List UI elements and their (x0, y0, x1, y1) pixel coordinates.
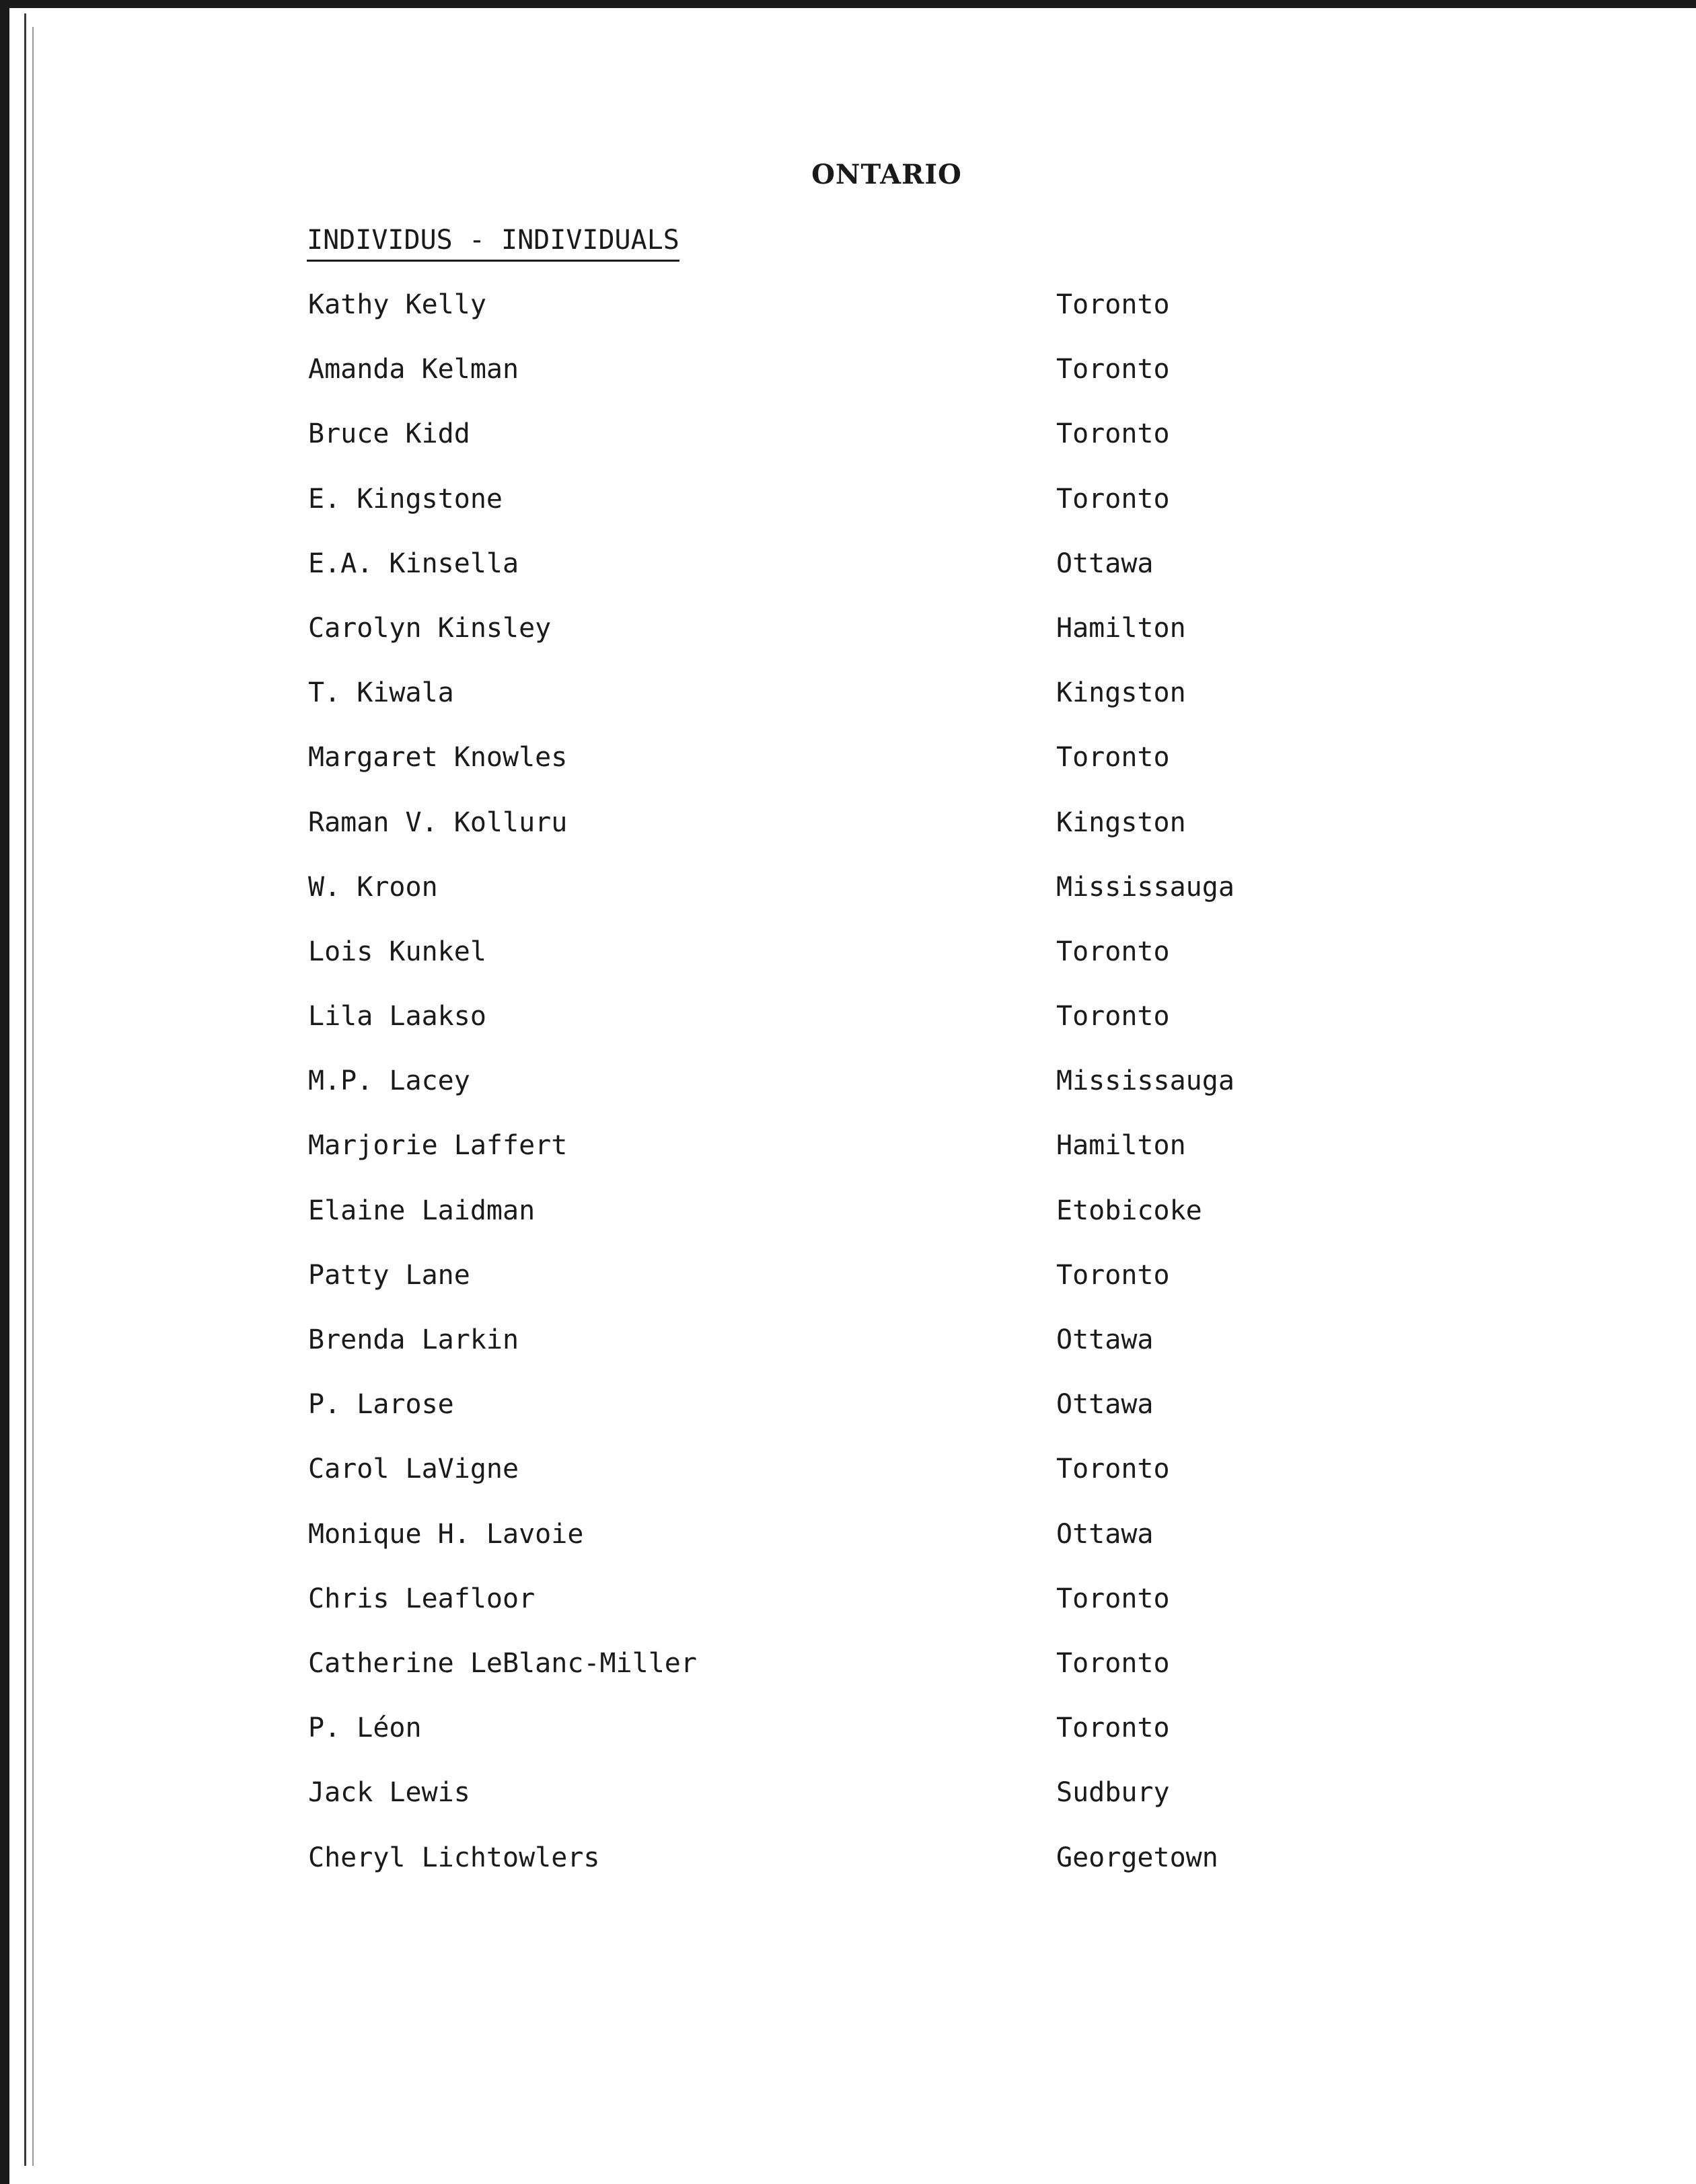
entry-city: Toronto (1056, 1454, 1170, 1485)
entry-city: Toronto (1056, 1001, 1170, 1032)
entry-city: Toronto (1056, 418, 1170, 450)
entry-name: Patty Lane (308, 1259, 470, 1291)
list-item (0, 1583, 1696, 1648)
entry-city: Ottawa (1056, 548, 1154, 579)
entry-name: Chris Leafloor (308, 1583, 536, 1614)
entry-city: Toronto (1056, 1647, 1170, 1679)
entry-city: Ottawa (1056, 1324, 1154, 1355)
list-item (0, 1195, 1696, 1260)
list-item (0, 484, 1696, 548)
entry-city: Hamilton (1056, 612, 1186, 644)
entry-city: Sudbury (1056, 1777, 1170, 1809)
list-item (0, 1777, 1696, 1842)
section-heading: INDIVIDUS - INDIVIDUALS (307, 225, 679, 262)
list-item (0, 1065, 1696, 1130)
list-item (0, 548, 1696, 613)
entry-city: Georgetown (1056, 1842, 1218, 1873)
list-item (0, 1648, 1696, 1712)
list-item (0, 1324, 1696, 1389)
entry-name: W. Kroon (308, 871, 438, 903)
scan-edge-top (0, 0, 1696, 8)
entry-city: Toronto (1056, 1259, 1170, 1291)
list-item (0, 872, 1696, 936)
list-item (0, 289, 1696, 354)
entry-name: T. Kiwala (308, 677, 454, 709)
entry-name: Monique H. Lavoie (308, 1518, 584, 1550)
list-item (0, 418, 1696, 483)
entry-city: Toronto (1056, 742, 1170, 774)
entry-name: M.P. Lacey (308, 1065, 470, 1097)
list-item (0, 742, 1696, 806)
entry-city: Toronto (1056, 936, 1170, 967)
entry-name: Kathy Kelly (308, 289, 486, 320)
list-item (0, 613, 1696, 677)
entry-name: Raman V. Kolluru (308, 806, 568, 838)
entry-city: Ottawa (1056, 1518, 1154, 1550)
entry-city: Toronto (1056, 483, 1170, 515)
entry-city: Kingston (1056, 677, 1186, 709)
list-item (0, 354, 1696, 418)
entry-name: Carol LaVigne (308, 1454, 519, 1485)
entry-city: Etobicoke (1056, 1195, 1202, 1226)
list-item (0, 807, 1696, 872)
list-item (0, 1519, 1696, 1583)
list-item (0, 1260, 1696, 1324)
entry-name: Brenda Larkin (308, 1324, 519, 1355)
list-item (0, 1454, 1696, 1518)
entry-name: E.A. Kinsella (308, 548, 519, 579)
entry-city: Toronto (1056, 1583, 1170, 1614)
entry-name: E. Kingstone (308, 483, 503, 515)
entry-city: Hamilton (1056, 1130, 1186, 1162)
list-item (0, 1389, 1696, 1454)
entry-name: Jack Lewis (308, 1777, 470, 1809)
list-item (0, 1842, 1696, 1907)
entry-city: Toronto (1056, 1712, 1170, 1744)
entry-city: Toronto (1056, 354, 1170, 385)
entry-name: Margaret Knowles (308, 742, 568, 774)
individuals-list (0, 289, 1696, 1907)
entry-city: Ottawa (1056, 1389, 1154, 1421)
entry-city: Toronto (1056, 289, 1170, 320)
entry-name: Lois Kunkel (308, 936, 486, 967)
page-title: ONTARIO (811, 159, 962, 190)
entry-name: Carolyn Kinsley (308, 612, 552, 644)
entry-name: P. Léon (308, 1712, 422, 1744)
list-item (0, 1130, 1696, 1195)
entry-name: Marjorie Laffert (308, 1130, 568, 1162)
entry-name: Lila Laakso (308, 1001, 486, 1032)
list-item (0, 1712, 1696, 1777)
entry-name: P. Larose (308, 1389, 454, 1421)
entry-name: Elaine Laidman (308, 1195, 536, 1226)
entry-name: Amanda Kelman (308, 354, 519, 385)
entry-city: Mississauga (1056, 871, 1234, 903)
list-item (0, 936, 1696, 1001)
list-item (0, 1001, 1696, 1065)
entry-name: Bruce Kidd (308, 418, 470, 450)
entry-name: Cheryl Lichtowlers (308, 1842, 600, 1873)
entry-name: Catherine LeBlanc-Miller (308, 1647, 697, 1679)
entry-city: Kingston (1056, 806, 1186, 838)
entry-city: Mississauga (1056, 1065, 1234, 1097)
list-item (0, 677, 1696, 742)
